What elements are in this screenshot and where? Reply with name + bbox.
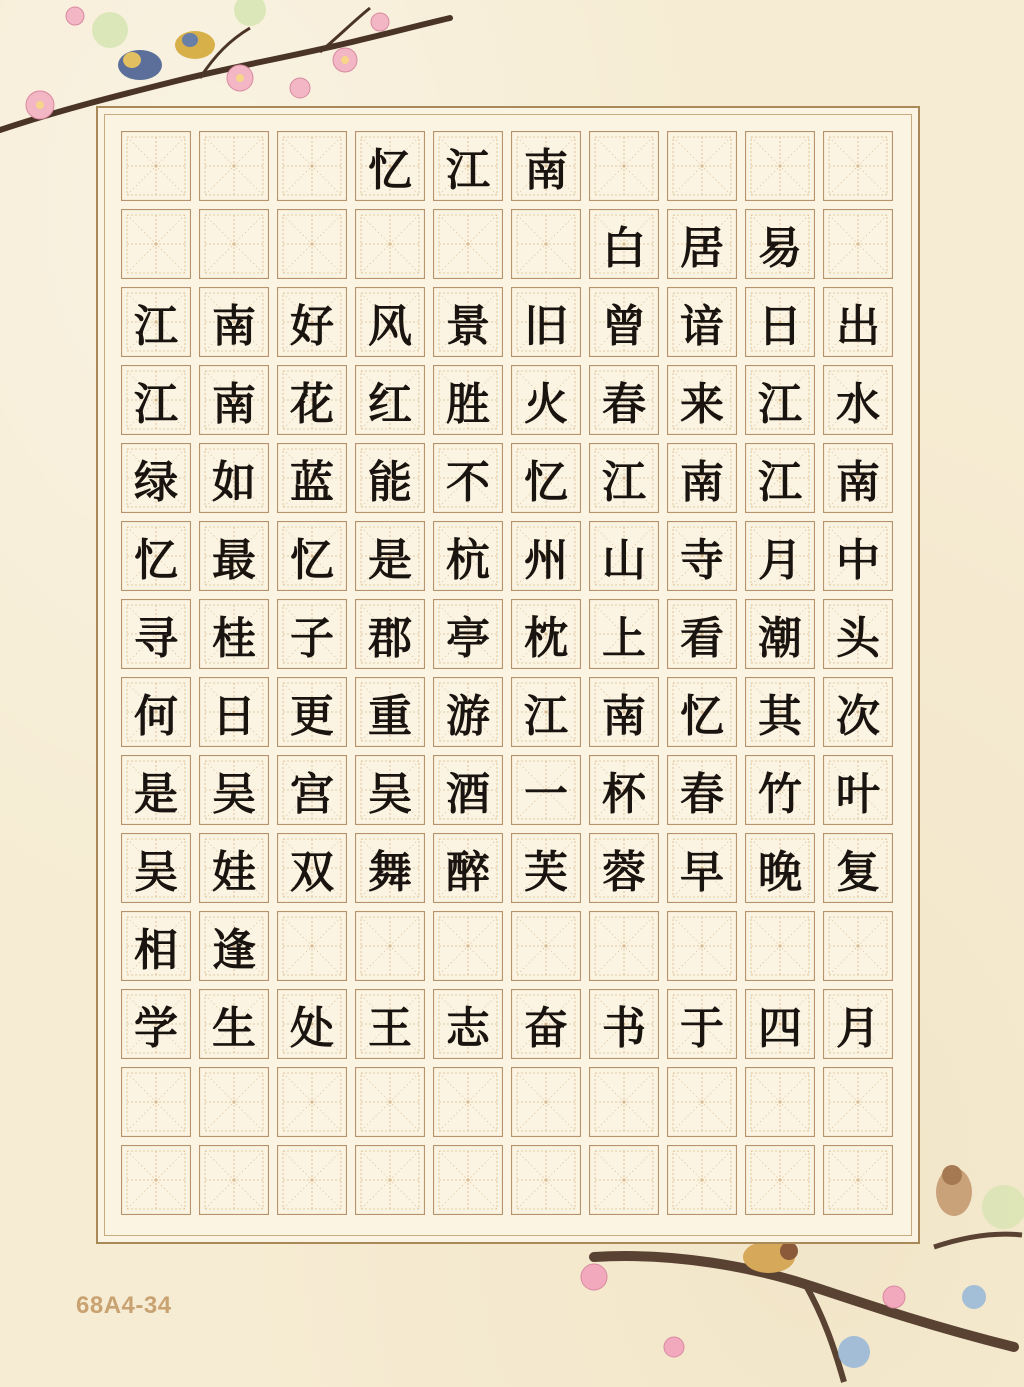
grid-character: 潮 xyxy=(758,613,802,664)
grid-character: 南 xyxy=(212,379,256,430)
grid-cell xyxy=(585,361,663,439)
grid-character xyxy=(585,1063,663,1141)
grid-character: 醉 xyxy=(446,847,490,898)
grid-character: 杭 xyxy=(446,535,490,586)
grid-character xyxy=(819,127,897,205)
grid-cell xyxy=(741,595,819,673)
grid-cell xyxy=(663,283,741,361)
grid-character: 芙 xyxy=(524,847,568,898)
grid-cell xyxy=(195,283,273,361)
grid-cell xyxy=(429,127,507,205)
grid-cell xyxy=(195,1063,273,1141)
grid-character: 如 xyxy=(212,457,256,508)
grid-character: 江 xyxy=(446,145,490,196)
grid-cell xyxy=(351,829,429,907)
grid-character: 好 xyxy=(290,301,334,352)
grid-cell xyxy=(117,1063,195,1141)
grid-cell xyxy=(819,673,897,751)
grid-cell xyxy=(819,127,897,205)
grid-character: 忆 xyxy=(290,535,334,586)
grid-character: 最 xyxy=(212,535,256,586)
grid-character xyxy=(741,127,819,205)
sheet-code-label: 68A4-34 xyxy=(76,1292,172,1319)
grid-cell xyxy=(429,673,507,751)
grid-character: 杯 xyxy=(602,769,646,820)
grid-character: 学 xyxy=(134,1003,178,1054)
grid-cell xyxy=(273,517,351,595)
grid-cell xyxy=(117,751,195,829)
grid-cell xyxy=(663,829,741,907)
grid-character: 红 xyxy=(368,379,412,430)
grid-cell xyxy=(273,361,351,439)
grid-character: 舞 xyxy=(368,847,412,898)
grid-cell xyxy=(429,1063,507,1141)
grid-character xyxy=(819,1141,897,1219)
grid-cell xyxy=(351,907,429,985)
grid-character: 日 xyxy=(758,301,802,352)
grid-character: 月 xyxy=(758,535,802,586)
grid-character xyxy=(507,205,585,283)
grid-cell xyxy=(195,205,273,283)
grid-character: 能 xyxy=(368,457,412,508)
grid-character xyxy=(351,907,429,985)
grid-cell xyxy=(507,439,585,517)
grid-cell xyxy=(273,127,351,205)
grid-cell xyxy=(663,517,741,595)
grid-cell xyxy=(507,595,585,673)
grid-cell xyxy=(741,361,819,439)
grid-character xyxy=(351,1141,429,1219)
grid-cell xyxy=(195,907,273,985)
grid-character: 一 xyxy=(524,769,568,820)
grid-cell xyxy=(585,829,663,907)
grid-cell xyxy=(507,751,585,829)
grid-cell xyxy=(351,595,429,673)
grid-cell xyxy=(117,283,195,361)
grid-character: 何 xyxy=(134,691,178,742)
grid-character: 其 xyxy=(758,691,802,742)
grid-character: 忆 xyxy=(524,457,568,508)
grid-cell xyxy=(273,751,351,829)
grid-cell xyxy=(117,517,195,595)
grid-cell xyxy=(273,1141,351,1219)
grid-cell xyxy=(819,1141,897,1219)
grid-character xyxy=(273,1141,351,1219)
grid-character: 是 xyxy=(368,535,412,586)
grid-cell xyxy=(507,673,585,751)
grid-cell xyxy=(585,751,663,829)
grid-character xyxy=(507,1141,585,1219)
grid-character: 宫 xyxy=(290,769,334,820)
grid-cell xyxy=(819,517,897,595)
grid-character: 蓉 xyxy=(602,847,646,898)
grid-character xyxy=(585,1141,663,1219)
grid-cell xyxy=(351,517,429,595)
grid-character xyxy=(507,1063,585,1141)
grid-character: 忆 xyxy=(680,691,724,742)
grid-character: 绿 xyxy=(134,457,178,508)
grid-character: 奋 xyxy=(524,1003,568,1054)
grid-character: 居 xyxy=(680,223,724,274)
grid-character: 江 xyxy=(602,457,646,508)
grid-character: 南 xyxy=(680,457,724,508)
grid-cell xyxy=(273,673,351,751)
grid-cell xyxy=(117,1141,195,1219)
grid-character: 州 xyxy=(524,535,568,586)
grid-character: 上 xyxy=(602,613,646,664)
grid-cell xyxy=(585,127,663,205)
grid-character xyxy=(585,907,663,985)
grid-character: 忆 xyxy=(134,535,178,586)
grid-cell xyxy=(351,673,429,751)
grid-cell xyxy=(585,595,663,673)
grid-cell xyxy=(819,1063,897,1141)
grid-character: 寻 xyxy=(134,613,178,664)
grid-cell xyxy=(585,517,663,595)
grid-character xyxy=(741,907,819,985)
grid-character: 枕 xyxy=(524,613,568,664)
grid-character: 逢 xyxy=(212,925,256,976)
grid-character: 吴 xyxy=(212,769,256,820)
grid-character: 日 xyxy=(212,691,256,742)
grid-character xyxy=(663,127,741,205)
grid-cell xyxy=(663,595,741,673)
grid-cell xyxy=(273,907,351,985)
grid-character: 江 xyxy=(758,457,802,508)
grid-character: 江 xyxy=(758,379,802,430)
grid-cell xyxy=(819,205,897,283)
grid-cell xyxy=(741,1141,819,1219)
grid-cell xyxy=(819,361,897,439)
grid-character: 子 xyxy=(290,613,334,664)
grid-character: 处 xyxy=(290,1003,334,1054)
grid-cell xyxy=(585,1063,663,1141)
grid-cell xyxy=(195,595,273,673)
grid-character xyxy=(663,907,741,985)
grid-character: 春 xyxy=(602,379,646,430)
grid-cell xyxy=(741,907,819,985)
mi-character-grid xyxy=(117,127,897,1219)
grid-cell xyxy=(819,595,897,673)
grid-cell xyxy=(429,751,507,829)
grid-character xyxy=(741,1141,819,1219)
grid-cell xyxy=(351,1141,429,1219)
grid-character: 南 xyxy=(212,301,256,352)
grid-cell xyxy=(429,205,507,283)
grid-character xyxy=(195,127,273,205)
grid-character xyxy=(663,1141,741,1219)
grid-character xyxy=(819,205,897,283)
grid-cell xyxy=(351,751,429,829)
grid-character xyxy=(195,205,273,283)
grid-cell xyxy=(663,1063,741,1141)
grid-character xyxy=(351,1063,429,1141)
grid-character: 看 xyxy=(680,613,724,664)
grid-cell xyxy=(741,439,819,517)
grid-cell xyxy=(117,361,195,439)
grid-character: 出 xyxy=(836,301,880,352)
grid-cell xyxy=(429,439,507,517)
grid-character xyxy=(429,205,507,283)
grid-cell xyxy=(273,595,351,673)
grid-cell xyxy=(429,985,507,1063)
grid-cell xyxy=(195,127,273,205)
grid-character xyxy=(741,1063,819,1141)
grid-cell xyxy=(195,673,273,751)
grid-character xyxy=(351,205,429,283)
grid-character: 游 xyxy=(446,691,490,742)
grid-cell xyxy=(585,205,663,283)
grid-character: 头 xyxy=(836,613,880,664)
grid-cell xyxy=(273,829,351,907)
grid-cell xyxy=(741,985,819,1063)
grid-character: 景 xyxy=(446,301,490,352)
grid-cell xyxy=(117,205,195,283)
grid-cell xyxy=(351,439,429,517)
grid-cell xyxy=(585,673,663,751)
grid-cell xyxy=(273,985,351,1063)
grid-character: 忆 xyxy=(368,145,412,196)
grid-character: 书 xyxy=(602,1003,646,1054)
grid-character: 中 xyxy=(836,535,880,586)
grid-character xyxy=(117,1063,195,1141)
grid-character xyxy=(273,907,351,985)
grid-character: 四 xyxy=(758,1003,802,1054)
grid-character xyxy=(195,1141,273,1219)
grid-cell xyxy=(663,1141,741,1219)
grid-cell xyxy=(819,283,897,361)
grid-character: 谙 xyxy=(680,301,724,352)
grid-character: 春 xyxy=(680,769,724,820)
grid-character xyxy=(429,907,507,985)
grid-character: 江 xyxy=(134,301,178,352)
grid-cell xyxy=(819,985,897,1063)
grid-character: 生 xyxy=(212,1003,256,1054)
grid-character: 蓝 xyxy=(290,457,334,508)
grid-cell xyxy=(663,673,741,751)
grid-cell xyxy=(741,517,819,595)
grid-character: 吴 xyxy=(368,769,412,820)
grid-cell xyxy=(741,1063,819,1141)
grid-character: 于 xyxy=(680,1003,724,1054)
grid-character: 双 xyxy=(290,847,334,898)
grid-cell xyxy=(585,1141,663,1219)
grid-cell xyxy=(507,361,585,439)
grid-character: 王 xyxy=(368,1003,412,1054)
grid-cell xyxy=(195,985,273,1063)
grid-cell xyxy=(741,205,819,283)
grid-cell xyxy=(585,439,663,517)
grid-cell xyxy=(117,439,195,517)
grid-character: 花 xyxy=(290,379,334,430)
grid-character: 复 xyxy=(836,847,880,898)
grid-cell xyxy=(117,127,195,205)
grid-cell xyxy=(663,127,741,205)
grid-cell xyxy=(195,829,273,907)
grid-character: 更 xyxy=(290,691,334,742)
grid-character: 水 xyxy=(836,379,880,430)
grid-cell xyxy=(507,907,585,985)
grid-cell xyxy=(741,829,819,907)
grid-cell xyxy=(351,283,429,361)
grid-character: 胜 xyxy=(446,379,490,430)
grid-cell xyxy=(351,1063,429,1141)
grid-character: 来 xyxy=(680,379,724,430)
grid-character: 郡 xyxy=(368,613,412,664)
grid-character xyxy=(117,205,195,283)
grid-cell xyxy=(195,517,273,595)
grid-character: 月 xyxy=(836,1003,880,1054)
grid-character: 南 xyxy=(602,691,646,742)
grid-character xyxy=(117,1141,195,1219)
grid-cell xyxy=(195,439,273,517)
grid-character: 曾 xyxy=(602,301,646,352)
grid-character xyxy=(585,127,663,205)
grid-character xyxy=(663,1063,741,1141)
grid-cell xyxy=(819,907,897,985)
grid-cell xyxy=(741,283,819,361)
grid-character: 寺 xyxy=(680,535,724,586)
grid-character: 志 xyxy=(446,1003,490,1054)
grid-cell xyxy=(429,829,507,907)
grid-cell xyxy=(819,751,897,829)
grid-cell xyxy=(507,205,585,283)
grid-cell xyxy=(741,751,819,829)
grid-cell xyxy=(117,829,195,907)
grid-cell xyxy=(117,595,195,673)
grid-character: 山 xyxy=(602,535,646,586)
grid-cell xyxy=(585,985,663,1063)
grid-cell xyxy=(273,205,351,283)
grid-cell xyxy=(507,985,585,1063)
grid-cell xyxy=(663,751,741,829)
grid-character: 竹 xyxy=(758,769,802,820)
grid-cell xyxy=(273,1063,351,1141)
grid-cell xyxy=(663,985,741,1063)
grid-character: 晚 xyxy=(758,847,802,898)
grid-cell xyxy=(585,907,663,985)
grid-cell xyxy=(507,1141,585,1219)
grid-cell xyxy=(351,127,429,205)
grid-cell xyxy=(429,1141,507,1219)
grid-cell xyxy=(663,439,741,517)
grid-character: 重 xyxy=(368,691,412,742)
grid-character: 是 xyxy=(134,769,178,820)
grid-character: 南 xyxy=(836,457,880,508)
grid-cell xyxy=(429,283,507,361)
grid-character xyxy=(273,127,351,205)
grid-character: 吴 xyxy=(134,847,178,898)
grid-character: 亭 xyxy=(446,613,490,664)
grid-character: 早 xyxy=(680,847,724,898)
grid-character xyxy=(819,907,897,985)
grid-character: 不 xyxy=(446,457,490,508)
grid-cell xyxy=(507,1063,585,1141)
grid-cell xyxy=(195,361,273,439)
grid-character xyxy=(507,907,585,985)
grid-cell xyxy=(117,673,195,751)
grid-character: 江 xyxy=(524,691,568,742)
grid-character xyxy=(819,1063,897,1141)
grid-cell xyxy=(429,361,507,439)
grid-cell xyxy=(117,907,195,985)
grid-cell xyxy=(741,127,819,205)
grid-cell xyxy=(351,985,429,1063)
grid-character xyxy=(429,1063,507,1141)
grid-character: 易 xyxy=(758,223,802,274)
grid-cell xyxy=(507,127,585,205)
grid-cell xyxy=(741,673,819,751)
grid-character: 桂 xyxy=(212,613,256,664)
grid-cell xyxy=(195,1141,273,1219)
grid-cell xyxy=(663,907,741,985)
grid-character: 火 xyxy=(524,379,568,430)
grid-cell xyxy=(663,205,741,283)
grid-cell xyxy=(429,907,507,985)
grid-cell xyxy=(429,517,507,595)
grid-character: 江 xyxy=(134,379,178,430)
grid-character: 风 xyxy=(368,301,412,352)
grid-character xyxy=(429,1141,507,1219)
grid-character: 白 xyxy=(602,223,646,274)
grid-cell xyxy=(819,439,897,517)
grid-cell xyxy=(351,361,429,439)
grid-character: 叶 xyxy=(836,769,880,820)
grid-cell xyxy=(273,439,351,517)
grid-character: 酒 xyxy=(446,769,490,820)
grid-cell xyxy=(819,829,897,907)
grid-cell xyxy=(117,985,195,1063)
grid-cell xyxy=(507,517,585,595)
grid-cell xyxy=(507,283,585,361)
grid-character: 娃 xyxy=(212,847,256,898)
grid-cell xyxy=(663,361,741,439)
grid-character xyxy=(117,127,195,205)
grid-character xyxy=(195,1063,273,1141)
grid-character: 旧 xyxy=(524,301,568,352)
grid-cell xyxy=(507,829,585,907)
grid-cell xyxy=(351,205,429,283)
grid-cell xyxy=(195,751,273,829)
grid-character: 次 xyxy=(836,691,880,742)
grid-character: 相 xyxy=(134,925,178,976)
grid-character xyxy=(273,205,351,283)
grid-cell xyxy=(585,283,663,361)
grid-cell xyxy=(429,595,507,673)
grid-character xyxy=(273,1063,351,1141)
grid-cell xyxy=(273,283,351,361)
grid-character: 南 xyxy=(524,145,568,196)
